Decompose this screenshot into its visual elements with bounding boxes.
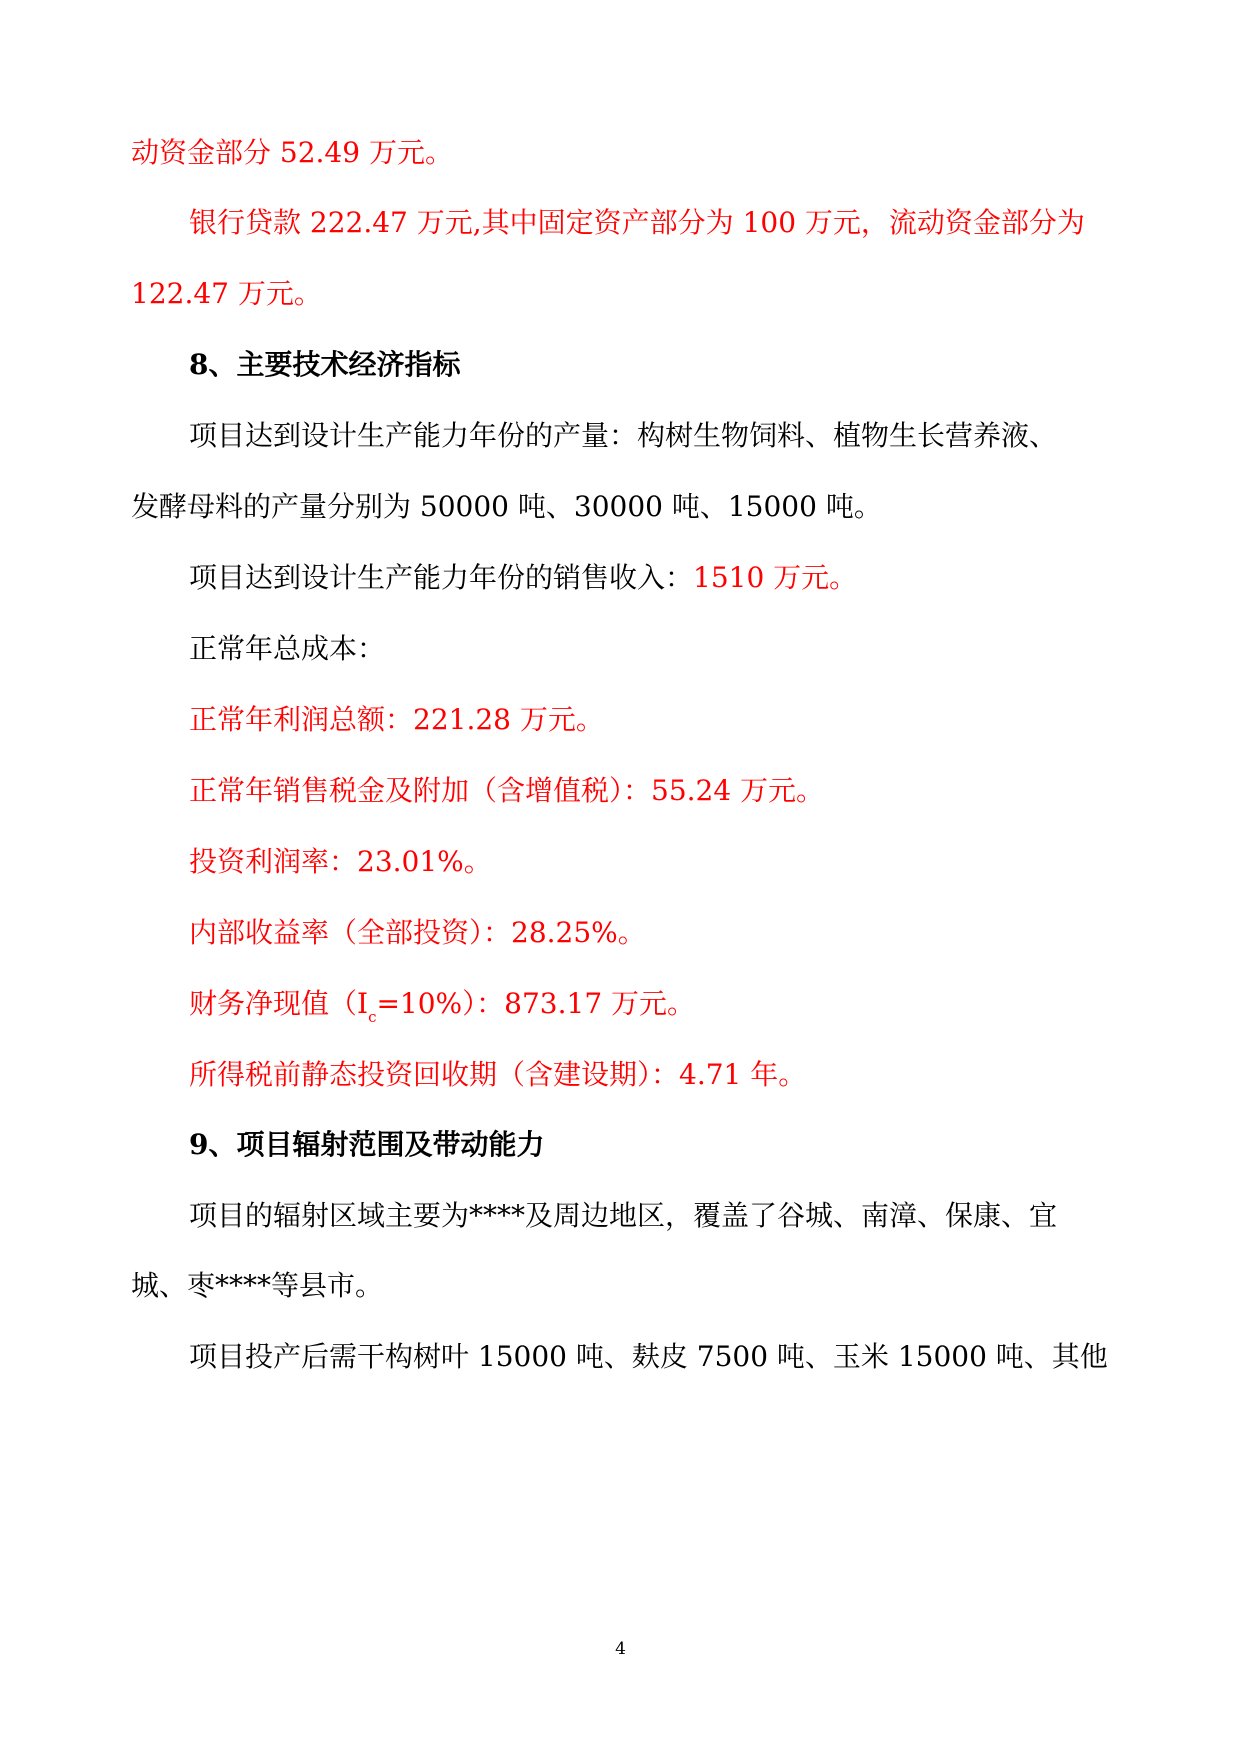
section-heading-9: 9、项目辐射范围及带动能力 [189, 1128, 545, 1161]
paragraph-line: 项目投产后需干构树叶 15000 吨、麸皮 7500 吨、玉米 15000 吨、其他 [189, 1340, 1108, 1373]
paragraph-line: 银行贷款 222.47 万元,其中固定资产部分为 100 万元，流动资金部分为 [189, 206, 1085, 239]
npv-value: =10%）：873.17 万元。 [376, 987, 696, 1020]
paragraph-line: 正常年总成本： [189, 632, 386, 665]
page-number: 4 [615, 1639, 626, 1659]
paragraph-line: 发酵母料的产量分别为 50000 吨、30000 吨、15000 吨。 [131, 490, 882, 523]
paragraph-line: 动资金部分 52.49 万元。 [131, 136, 453, 169]
npv-label: 财务净现值（I [189, 987, 369, 1020]
paragraph-line: 正常年利润总额：221.28 万元。 [189, 703, 604, 736]
paragraph-line: 项目的辐射区域主要为****及周边地区，覆盖了谷城、南漳、保康、宜 [189, 1199, 1058, 1232]
paragraph-line: 投资利润率：23.01%。 [189, 845, 492, 878]
section-heading-8: 8、主要技术经济指标 [189, 348, 461, 381]
subscript-c: c [368, 1008, 377, 1026]
paragraph-line: 122.47 万元。 [131, 277, 322, 310]
paragraph-line: 内部收益率（全部投资）：28.25%。 [189, 916, 646, 949]
paragraph-line [0, 984, 1241, 1028]
paragraph-line: 所得税前静态投资回收期（含建设期）：4.71 年。 [189, 1058, 807, 1091]
sales-revenue-value: 1510 万元。 [693, 561, 858, 594]
paragraph-line: 城、枣****等县市。 [131, 1269, 384, 1302]
paragraph-line [0, 558, 1241, 598]
paragraph-line: 项目达到设计生产能力年份的产量：构树生物饲料、植物生长营养液、 [189, 419, 1058, 452]
paragraph-line: 正常年销售税金及附加（含增值税）：55.24 万元。 [189, 774, 825, 807]
line-label: 项目达到设计生产能力年份的销售收入： [189, 561, 694, 594]
